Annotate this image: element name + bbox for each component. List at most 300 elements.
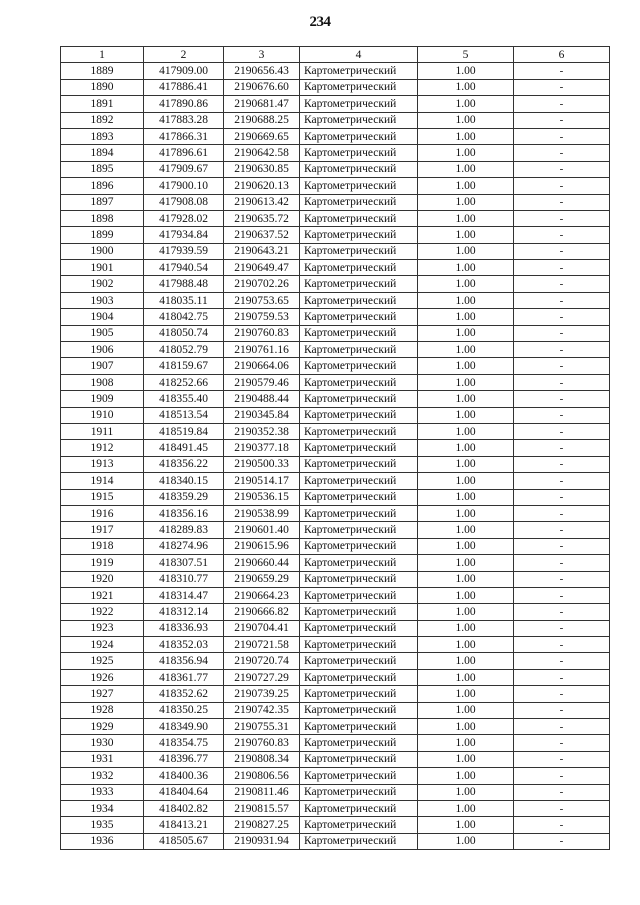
cell-coordinate-x: 418356.22 — [144, 456, 224, 472]
cell-point-number: 1922 — [61, 604, 144, 620]
cell-coordinate-x: 417886.41 — [144, 79, 224, 95]
cell-point-number: 1902 — [61, 276, 144, 292]
table-row — [61, 227, 610, 243]
cell-note: - — [514, 309, 610, 325]
cell-coordinate-x: 418396.77 — [144, 751, 224, 767]
cell-method: Картометрический — [300, 358, 418, 374]
cell-accuracy: 1.00 — [418, 374, 514, 390]
cell-point-number: 1898 — [61, 210, 144, 226]
cell-method: Картометрический — [300, 604, 418, 620]
cell-accuracy: 1.00 — [418, 128, 514, 144]
table-row — [61, 768, 610, 784]
table-row — [61, 128, 610, 144]
table-row — [61, 292, 610, 308]
cell-point-number: 1907 — [61, 358, 144, 374]
cell-accuracy: 1.00 — [418, 784, 514, 800]
cell-accuracy: 1.00 — [418, 604, 514, 620]
cell-note: - — [514, 292, 610, 308]
table-row — [61, 161, 610, 177]
cell-point-number: 1919 — [61, 555, 144, 571]
cell-note: - — [514, 227, 610, 243]
cell-point-number: 1926 — [61, 669, 144, 685]
cell-accuracy: 1.00 — [418, 178, 514, 194]
cell-accuracy: 1.00 — [418, 751, 514, 767]
cell-note: - — [514, 342, 610, 358]
table-row — [61, 637, 610, 653]
cell-coordinate-x: 418519.84 — [144, 423, 224, 439]
cell-point-number: 1915 — [61, 489, 144, 505]
cell-method: Картометрический — [300, 440, 418, 456]
cell-method: Картометрический — [300, 489, 418, 505]
cell-point-number: 1934 — [61, 800, 144, 816]
cell-note: - — [514, 686, 610, 702]
cell-accuracy: 1.00 — [418, 473, 514, 489]
cell-coordinate-x: 418513.54 — [144, 407, 224, 423]
cell-method: Картометрический — [300, 620, 418, 636]
cell-method: Картометрический — [300, 309, 418, 325]
cell-coordinate-x: 418356.94 — [144, 653, 224, 669]
cell-point-number: 1911 — [61, 423, 144, 439]
cell-point-number: 1912 — [61, 440, 144, 456]
cell-coordinate-y: 2190536.15 — [224, 489, 300, 505]
cell-accuracy: 1.00 — [418, 161, 514, 177]
header-row — [61, 47, 610, 63]
cell-point-number: 1904 — [61, 309, 144, 325]
column-header-4: 4 — [300, 47, 418, 63]
cell-coordinate-y: 2190664.06 — [224, 358, 300, 374]
cell-method: Картометрический — [300, 637, 418, 653]
cell-coordinate-y: 2190660.44 — [224, 555, 300, 571]
cell-method: Картометрический — [300, 686, 418, 702]
cell-coordinate-y: 2190538.99 — [224, 505, 300, 521]
cell-accuracy: 1.00 — [418, 456, 514, 472]
cell-note: - — [514, 555, 610, 571]
cell-note: - — [514, 653, 610, 669]
cell-coordinate-x: 417939.59 — [144, 243, 224, 259]
cell-method: Картометрический — [300, 79, 418, 95]
cell-note: - — [514, 473, 610, 489]
cell-point-number: 1905 — [61, 325, 144, 341]
table-row — [61, 276, 610, 292]
cell-method: Картометрический — [300, 112, 418, 128]
cell-method: Картометрический — [300, 653, 418, 669]
cell-accuracy: 1.00 — [418, 325, 514, 341]
cell-point-number: 1900 — [61, 243, 144, 259]
cell-accuracy: 1.00 — [418, 63, 514, 79]
cell-coordinate-x: 418274.96 — [144, 538, 224, 554]
table-row — [61, 686, 610, 702]
cell-coordinate-x: 417866.31 — [144, 128, 224, 144]
cell-accuracy: 1.00 — [418, 719, 514, 735]
cell-coordinate-y: 2190759.53 — [224, 309, 300, 325]
cell-coordinate-x: 418354.75 — [144, 735, 224, 751]
cell-coordinate-x: 418340.15 — [144, 473, 224, 489]
cell-accuracy: 1.00 — [418, 391, 514, 407]
cell-method: Картометрический — [300, 128, 418, 144]
cell-coordinate-y: 2190720.74 — [224, 653, 300, 669]
table-row — [61, 79, 610, 95]
cell-coordinate-x: 418491.45 — [144, 440, 224, 456]
cell-coordinate-y: 2190664.23 — [224, 587, 300, 603]
cell-accuracy: 1.00 — [418, 800, 514, 816]
cell-coordinate-y: 2190811.46 — [224, 784, 300, 800]
table-row — [61, 719, 610, 735]
cell-point-number: 1895 — [61, 161, 144, 177]
cell-method: Картометрический — [300, 833, 418, 849]
cell-accuracy: 1.00 — [418, 587, 514, 603]
cell-method: Картометрический — [300, 784, 418, 800]
cell-coordinate-y: 2190601.40 — [224, 522, 300, 538]
table-row — [61, 587, 610, 603]
table-row — [61, 456, 610, 472]
table-row — [61, 735, 610, 751]
cell-coordinate-y: 2190613.42 — [224, 194, 300, 210]
cell-coordinate-y: 2190620.13 — [224, 178, 300, 194]
cell-method: Картометрический — [300, 473, 418, 489]
cell-coordinate-x: 418352.62 — [144, 686, 224, 702]
cell-note: - — [514, 96, 610, 112]
cell-coordinate-x: 417896.61 — [144, 145, 224, 161]
cell-note: - — [514, 751, 610, 767]
cell-accuracy: 1.00 — [418, 292, 514, 308]
cell-note: - — [514, 768, 610, 784]
cell-point-number: 1897 — [61, 194, 144, 210]
cell-note: - — [514, 784, 610, 800]
cell-coordinate-x: 418355.40 — [144, 391, 224, 407]
cell-accuracy: 1.00 — [418, 702, 514, 718]
cell-note: - — [514, 571, 610, 587]
cell-note: - — [514, 587, 610, 603]
cell-method: Картометрический — [300, 571, 418, 587]
cell-note: - — [514, 735, 610, 751]
cell-accuracy: 1.00 — [418, 686, 514, 702]
cell-coordinate-x: 418352.03 — [144, 637, 224, 653]
cell-coordinate-x: 418400.36 — [144, 768, 224, 784]
cell-method: Картометрический — [300, 587, 418, 603]
cell-coordinate-y: 2190656.43 — [224, 63, 300, 79]
column-header-2: 2 — [144, 47, 224, 63]
cell-note: - — [514, 210, 610, 226]
cell-accuracy: 1.00 — [418, 194, 514, 210]
cell-point-number: 1924 — [61, 637, 144, 653]
cell-point-number: 1923 — [61, 620, 144, 636]
cell-note: - — [514, 489, 610, 505]
cell-coordinate-y: 2190931.94 — [224, 833, 300, 849]
cell-accuracy: 1.00 — [418, 555, 514, 571]
cell-point-number: 1927 — [61, 686, 144, 702]
cell-point-number: 1890 — [61, 79, 144, 95]
cell-accuracy: 1.00 — [418, 538, 514, 554]
cell-point-number: 1896 — [61, 178, 144, 194]
cell-accuracy: 1.00 — [418, 358, 514, 374]
cell-accuracy: 1.00 — [418, 423, 514, 439]
cell-coordinate-y: 2190666.82 — [224, 604, 300, 620]
cell-method: Картометрический — [300, 669, 418, 685]
cell-point-number: 1892 — [61, 112, 144, 128]
cell-note: - — [514, 112, 610, 128]
cell-point-number: 1931 — [61, 751, 144, 767]
cell-note: - — [514, 800, 610, 816]
cell-coordinate-x: 417908.08 — [144, 194, 224, 210]
cell-note: - — [514, 669, 610, 685]
table-header — [61, 47, 610, 63]
cell-method: Картометрический — [300, 178, 418, 194]
cell-note: - — [514, 128, 610, 144]
cell-accuracy: 1.00 — [418, 145, 514, 161]
cell-coordinate-x: 418310.77 — [144, 571, 224, 587]
cell-accuracy: 1.00 — [418, 669, 514, 685]
cell-coordinate-x: 417909.67 — [144, 161, 224, 177]
cell-accuracy: 1.00 — [418, 489, 514, 505]
cell-coordinate-y: 2190642.58 — [224, 145, 300, 161]
cell-accuracy: 1.00 — [418, 407, 514, 423]
cell-point-number: 1906 — [61, 342, 144, 358]
cell-note: - — [514, 407, 610, 423]
cell-coordinate-x: 418050.74 — [144, 325, 224, 341]
cell-coordinate-x: 418350.25 — [144, 702, 224, 718]
cell-point-number: 1928 — [61, 702, 144, 718]
cell-coordinate-y: 2190377.18 — [224, 440, 300, 456]
table-row — [61, 505, 610, 521]
table-row — [61, 440, 610, 456]
cell-accuracy: 1.00 — [418, 210, 514, 226]
cell-note: - — [514, 260, 610, 276]
cell-point-number: 1889 — [61, 63, 144, 79]
cell-point-number: 1921 — [61, 587, 144, 603]
cell-coordinate-x: 418307.51 — [144, 555, 224, 571]
cell-note: - — [514, 702, 610, 718]
cell-coordinate-x: 418336.93 — [144, 620, 224, 636]
cell-note: - — [514, 63, 610, 79]
table-row — [61, 325, 610, 341]
cell-method: Картометрический — [300, 555, 418, 571]
cell-accuracy: 1.00 — [418, 833, 514, 849]
cell-note: - — [514, 456, 610, 472]
table-row — [61, 63, 610, 79]
cell-coordinate-y: 2190806.56 — [224, 768, 300, 784]
cell-coordinate-x: 417890.86 — [144, 96, 224, 112]
table-row — [61, 538, 610, 554]
cell-coordinate-y: 2190742.35 — [224, 702, 300, 718]
cell-method: Картометрический — [300, 145, 418, 161]
cell-coordinate-y: 2190688.25 — [224, 112, 300, 128]
cell-point-number: 1933 — [61, 784, 144, 800]
cell-method: Картометрический — [300, 227, 418, 243]
cell-method: Картометрический — [300, 768, 418, 784]
cell-coordinate-y: 2190827.25 — [224, 817, 300, 833]
table-row — [61, 522, 610, 538]
table-row — [61, 243, 610, 259]
cell-coordinate-y: 2190721.58 — [224, 637, 300, 653]
table-row — [61, 571, 610, 587]
cell-method: Картометрический — [300, 260, 418, 276]
cell-method: Картометрический — [300, 407, 418, 423]
cell-coordinate-x: 418042.75 — [144, 309, 224, 325]
table-row — [61, 751, 610, 767]
table-row — [61, 702, 610, 718]
cell-coordinate-y: 2190808.34 — [224, 751, 300, 767]
cell-coordinate-x: 417900.10 — [144, 178, 224, 194]
column-header-5: 5 — [418, 47, 514, 63]
cell-point-number: 1909 — [61, 391, 144, 407]
cell-method: Картометрический — [300, 161, 418, 177]
cell-point-number: 1910 — [61, 407, 144, 423]
cell-coordinate-x: 418404.64 — [144, 784, 224, 800]
cell-accuracy: 1.00 — [418, 522, 514, 538]
cell-note: - — [514, 79, 610, 95]
column-header-6: 6 — [514, 47, 610, 63]
cell-coordinate-y: 2190669.65 — [224, 128, 300, 144]
cell-note: - — [514, 391, 610, 407]
cell-coordinate-x: 418252.66 — [144, 374, 224, 390]
cell-point-number: 1925 — [61, 653, 144, 669]
table-row — [61, 620, 610, 636]
cell-method: Картометрический — [300, 702, 418, 718]
cell-method: Картометрический — [300, 505, 418, 521]
cell-point-number: 1908 — [61, 374, 144, 390]
cell-coordinate-y: 2190681.47 — [224, 96, 300, 112]
cell-coordinate-x: 417883.28 — [144, 112, 224, 128]
cell-method: Картометрический — [300, 423, 418, 439]
cell-coordinate-y: 2190643.21 — [224, 243, 300, 259]
cell-coordinate-x: 418505.67 — [144, 833, 224, 849]
cell-accuracy: 1.00 — [418, 276, 514, 292]
cell-accuracy: 1.00 — [418, 79, 514, 95]
cell-accuracy: 1.00 — [418, 112, 514, 128]
cell-accuracy: 1.00 — [418, 96, 514, 112]
cell-method: Картометрический — [300, 210, 418, 226]
cell-coordinate-y: 2190727.29 — [224, 669, 300, 685]
cell-coordinate-x: 418289.83 — [144, 522, 224, 538]
cell-coordinate-y: 2190815.57 — [224, 800, 300, 816]
cell-method: Картометрический — [300, 63, 418, 79]
cell-note: - — [514, 194, 610, 210]
cell-note: - — [514, 604, 610, 620]
cell-method: Картометрический — [300, 276, 418, 292]
cell-accuracy: 1.00 — [418, 571, 514, 587]
cell-coordinate-y: 2190761.16 — [224, 342, 300, 358]
cell-coordinate-x: 418349.90 — [144, 719, 224, 735]
cell-coordinate-x: 418413.21 — [144, 817, 224, 833]
cell-point-number: 1901 — [61, 260, 144, 276]
table-row — [61, 669, 610, 685]
cell-note: - — [514, 325, 610, 341]
cell-method: Картометрический — [300, 243, 418, 259]
cell-coordinate-x: 417940.54 — [144, 260, 224, 276]
cell-point-number: 1936 — [61, 833, 144, 849]
cell-coordinate-y: 2190352.38 — [224, 423, 300, 439]
cell-coordinate-x: 417934.84 — [144, 227, 224, 243]
cell-method: Картометрический — [300, 522, 418, 538]
table-row — [61, 194, 610, 210]
table-row — [61, 178, 610, 194]
cell-coordinate-x: 418359.29 — [144, 489, 224, 505]
cell-accuracy: 1.00 — [418, 653, 514, 669]
cell-note: - — [514, 243, 610, 259]
table-row — [61, 473, 610, 489]
table-row — [61, 555, 610, 571]
table-row — [61, 96, 610, 112]
cell-method: Картометрический — [300, 96, 418, 112]
cell-method: Картометрический — [300, 538, 418, 554]
cell-coordinate-y: 2190649.47 — [224, 260, 300, 276]
cell-point-number: 1893 — [61, 128, 144, 144]
table-row — [61, 833, 610, 849]
cell-point-number: 1917 — [61, 522, 144, 538]
cell-coordinate-y: 2190739.25 — [224, 686, 300, 702]
cell-coordinate-y: 2190635.72 — [224, 210, 300, 226]
cell-note: - — [514, 620, 610, 636]
cell-note: - — [514, 637, 610, 653]
cell-point-number: 1916 — [61, 505, 144, 521]
cell-accuracy: 1.00 — [418, 227, 514, 243]
cell-point-number: 1899 — [61, 227, 144, 243]
cell-accuracy: 1.00 — [418, 440, 514, 456]
cell-note: - — [514, 538, 610, 554]
cell-note: - — [514, 423, 610, 439]
cell-accuracy: 1.00 — [418, 620, 514, 636]
table-row — [61, 112, 610, 128]
cell-note: - — [514, 817, 610, 833]
cell-coordinate-y: 2190615.96 — [224, 538, 300, 554]
table-row — [61, 145, 610, 161]
table-row — [61, 800, 610, 816]
cell-method: Картометрический — [300, 292, 418, 308]
table-row — [61, 210, 610, 226]
cell-coordinate-x: 418361.77 — [144, 669, 224, 685]
cell-coordinate-x: 418052.79 — [144, 342, 224, 358]
cell-coordinate-x: 418314.47 — [144, 587, 224, 603]
cell-point-number: 1920 — [61, 571, 144, 587]
table-row — [61, 407, 610, 423]
cell-coordinate-x: 418035.11 — [144, 292, 224, 308]
column-header-1: 1 — [61, 47, 144, 63]
table-row — [61, 653, 610, 669]
cell-coordinate-x: 417988.48 — [144, 276, 224, 292]
cell-note: - — [514, 374, 610, 390]
cell-point-number: 1932 — [61, 768, 144, 784]
cell-accuracy: 1.00 — [418, 309, 514, 325]
cell-method: Картометрический — [300, 817, 418, 833]
cell-note: - — [514, 505, 610, 521]
table-row — [61, 309, 610, 325]
cell-coordinate-y: 2190760.83 — [224, 325, 300, 341]
cell-coordinate-y: 2190702.26 — [224, 276, 300, 292]
table-row — [61, 604, 610, 620]
table-row — [61, 489, 610, 505]
cell-point-number: 1914 — [61, 473, 144, 489]
cell-coordinate-y: 2190514.17 — [224, 473, 300, 489]
page-number: 234 — [309, 14, 331, 30]
column-header-3: 3 — [224, 47, 300, 63]
cell-accuracy: 1.00 — [418, 735, 514, 751]
table-row — [61, 391, 610, 407]
cell-note: - — [514, 145, 610, 161]
cell-method: Картометрический — [300, 456, 418, 472]
cell-note: - — [514, 440, 610, 456]
cell-coordinate-y: 2190755.31 — [224, 719, 300, 735]
cell-point-number: 1930 — [61, 735, 144, 751]
cell-accuracy: 1.00 — [418, 243, 514, 259]
cell-method: Картометрический — [300, 735, 418, 751]
cell-coordinate-y: 2190579.46 — [224, 374, 300, 390]
cell-method: Картометрический — [300, 342, 418, 358]
cell-coordinate-y: 2190345.84 — [224, 407, 300, 423]
cell-coordinate-x: 418312.14 — [144, 604, 224, 620]
table-row — [61, 423, 610, 439]
cell-coordinate-x: 418159.67 — [144, 358, 224, 374]
cell-note: - — [514, 276, 610, 292]
